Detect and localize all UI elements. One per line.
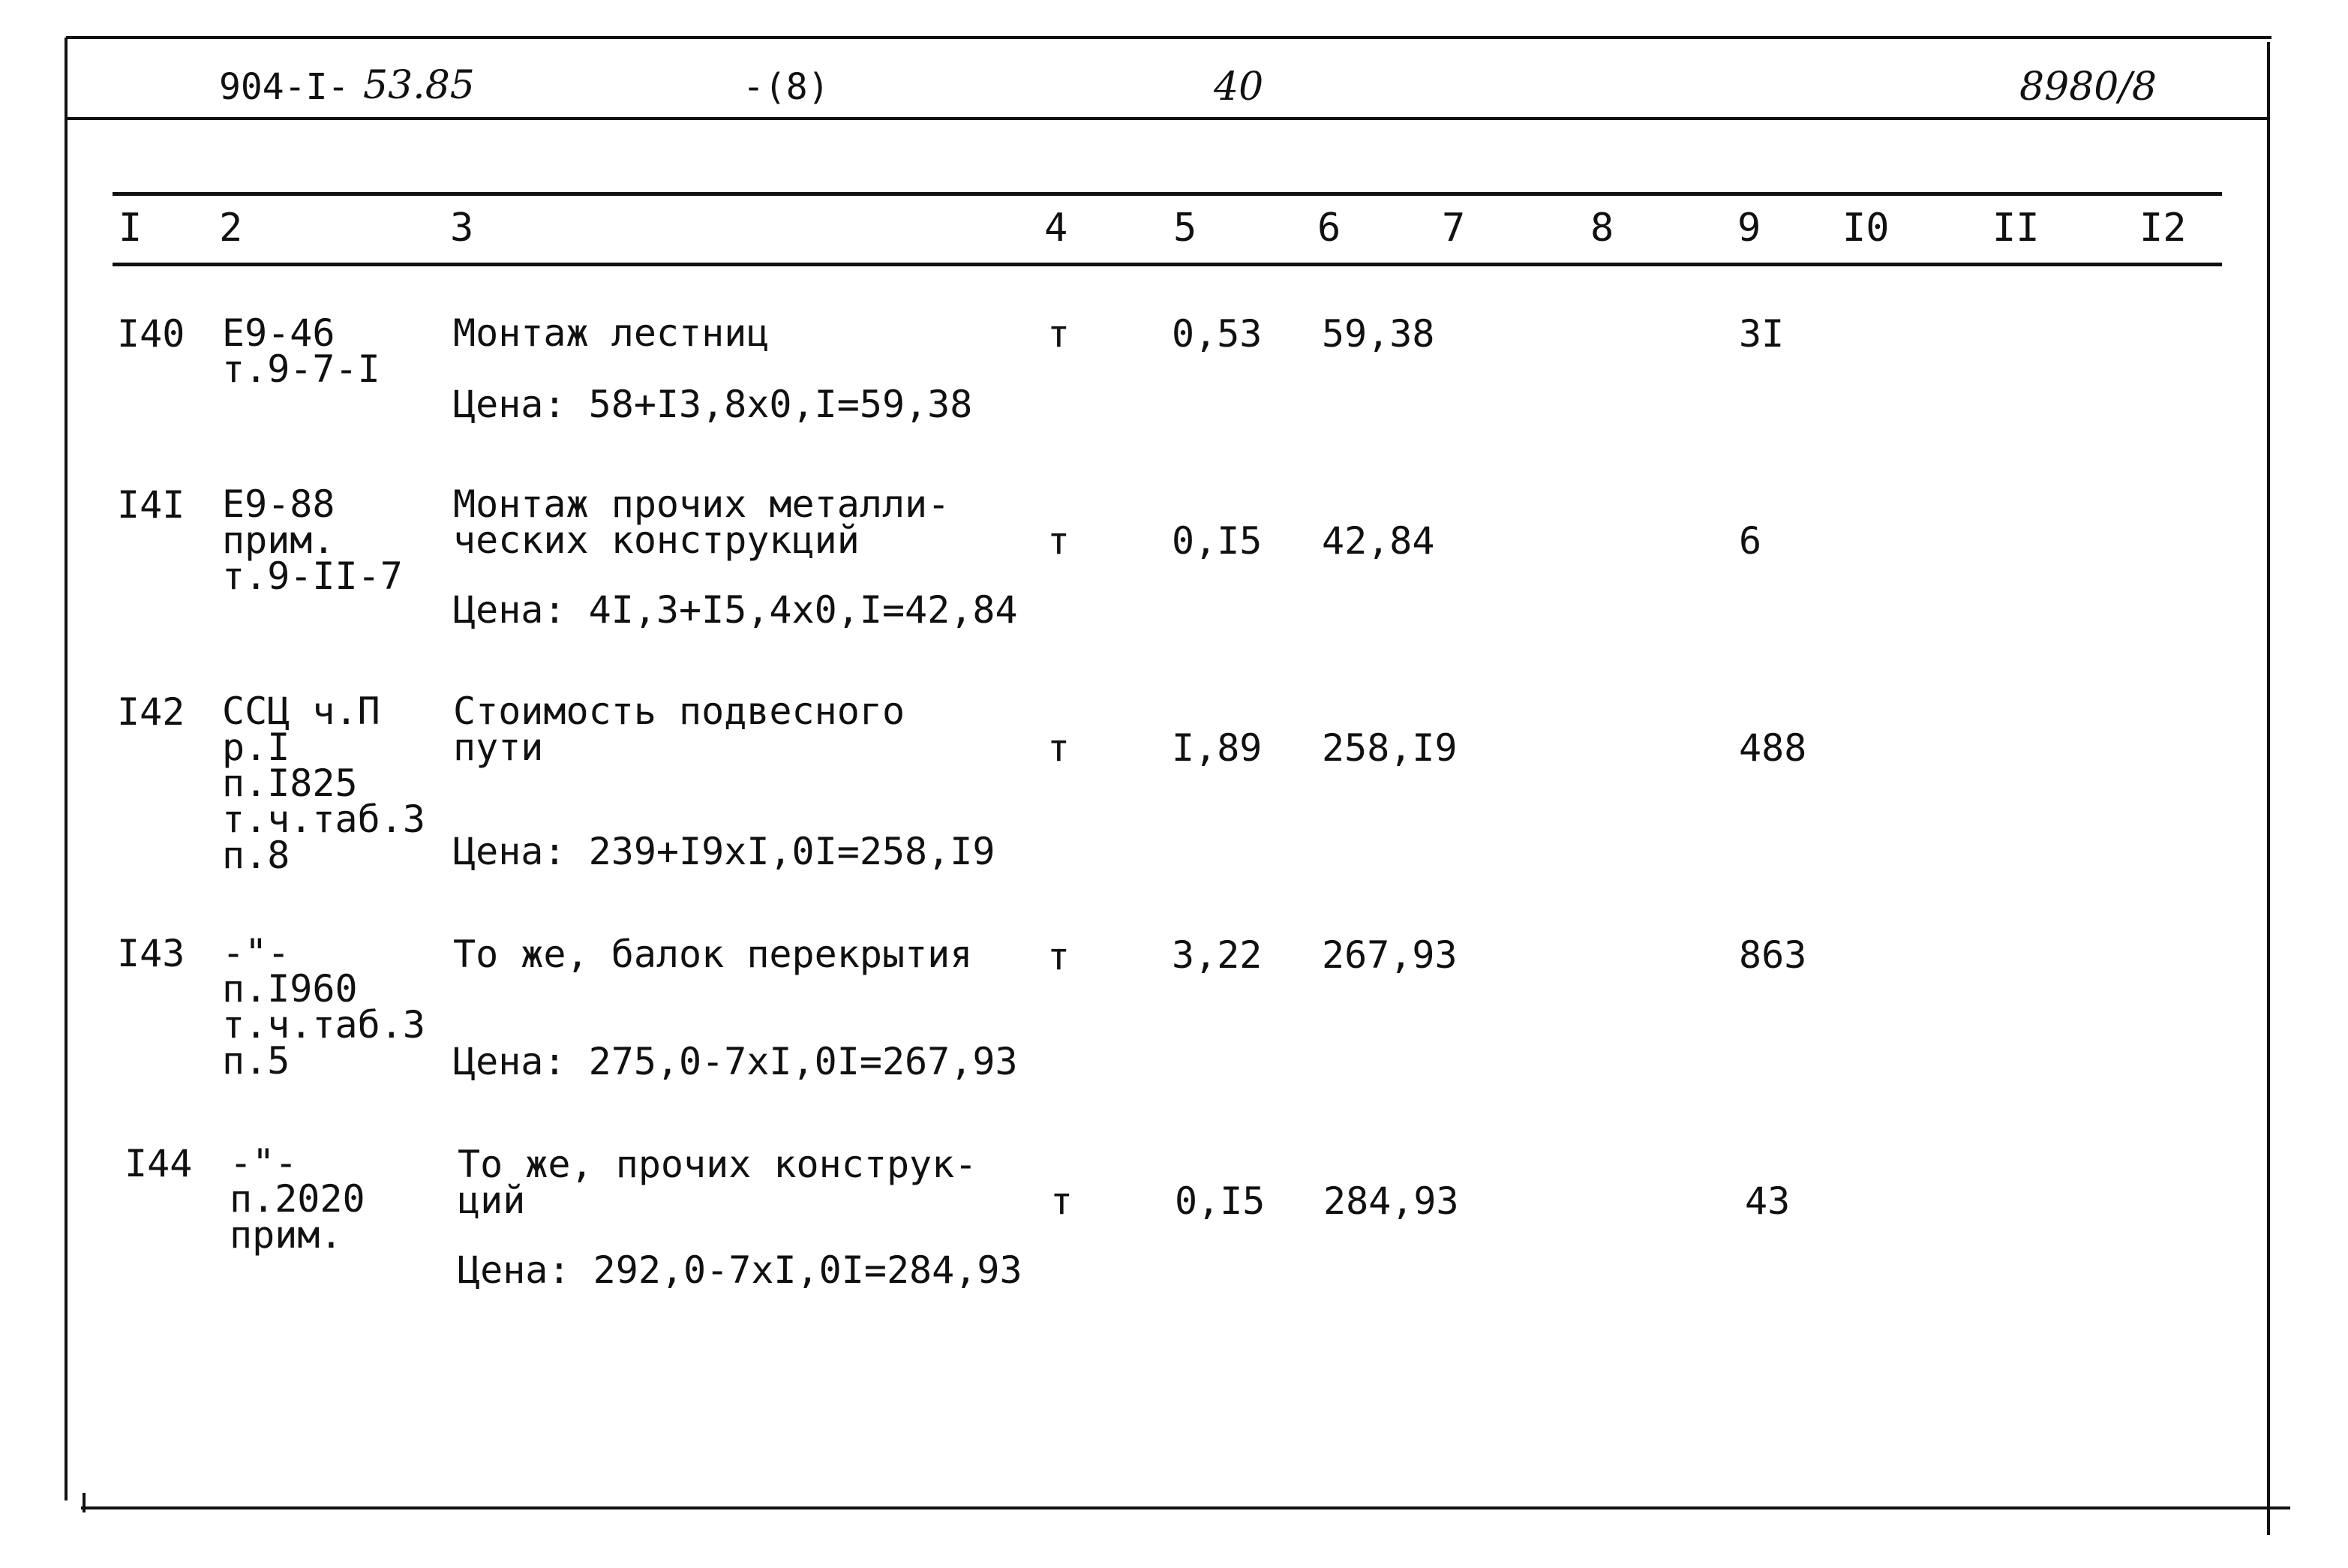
row-name: Монтаж лестниц xyxy=(453,311,770,355)
row-price: Цена: 275,0-7хI,0I=267,93 xyxy=(453,1040,1018,1083)
row-price: Цена: 58+I3,8х0,I=59,38 xyxy=(453,383,973,426)
table-header-bottom-line xyxy=(113,263,2222,266)
row-code: -"- п.2020 прим. xyxy=(230,1141,365,1257)
row-quantity: 3,22 xyxy=(1172,933,1263,977)
column-header-2: 2 xyxy=(219,206,243,251)
row-unit: т xyxy=(1050,1179,1073,1223)
row-code: E9-88 прим. т.9-II-7 xyxy=(222,482,403,598)
row-name: То же, балок перекрытия xyxy=(453,933,973,976)
column-header-12: I2 xyxy=(2139,206,2187,251)
series-prefix: 904-I- xyxy=(219,66,350,108)
row-price: Цена: 4I,3+I5,4х0,I=42,84 xyxy=(453,588,1018,632)
row-unit: т xyxy=(1047,519,1070,563)
row-quantity: 0,53 xyxy=(1172,312,1263,356)
row-name: Монтаж прочих металли- ческих конструкций xyxy=(453,482,950,562)
row-unit-price: 59,38 xyxy=(1322,312,1435,356)
table-top-line xyxy=(113,192,2222,196)
row-number: I43 xyxy=(117,932,185,975)
row-unit-price: 42,84 xyxy=(1322,519,1435,563)
column-header-3: 3 xyxy=(450,206,474,251)
row-unit-price: 284,93 xyxy=(1323,1179,1459,1223)
row-unit: т xyxy=(1047,312,1070,356)
column-header-5: 5 xyxy=(1173,206,1197,251)
row-total: 3I xyxy=(1739,312,1785,356)
column-header-6: 6 xyxy=(1317,206,1341,251)
row-quantity: I,89 xyxy=(1172,726,1263,770)
row-price: Цена: 239+I9хI,0I=258,I9 xyxy=(453,830,995,873)
row-total: 43 xyxy=(1745,1179,1791,1223)
row-number: I44 xyxy=(125,1142,193,1185)
column-header-9: 9 xyxy=(1737,206,1761,251)
row-name: Стоимость подвесного пути xyxy=(453,689,905,769)
column-header-1: I xyxy=(119,206,143,251)
row-price: Цена: 292,0-7хI,0I=284,93 xyxy=(458,1248,1022,1292)
inventory-number: 8980/8 xyxy=(2019,65,2157,110)
column-header-10: I0 xyxy=(1842,206,1890,251)
part-label: -(8) xyxy=(743,66,830,108)
column-header-11: II xyxy=(1992,206,2040,251)
frame-left-line xyxy=(65,38,68,1500)
row-code: E9-46 т.9-7-I xyxy=(222,311,380,391)
row-number: I4I xyxy=(117,483,185,527)
row-number: I42 xyxy=(117,690,185,734)
header-divider-line xyxy=(66,117,2268,120)
row-code: -"- п.I960 т.ч.таб.3 п.5 xyxy=(222,931,425,1083)
column-header-4: 4 xyxy=(1044,206,1068,251)
row-code: ССЦ ч.П р.I п.I825 т.ч.таб.3 п.8 xyxy=(222,689,425,877)
row-unit: т xyxy=(1047,935,1070,978)
column-header-7: 7 xyxy=(1442,206,1466,251)
frame-bottom-line xyxy=(81,1506,2290,1509)
series-number: 53.85 xyxy=(363,63,475,108)
row-name: То же, прочих конструк- ций xyxy=(458,1143,977,1222)
row-total: 863 xyxy=(1739,933,1807,977)
row-total: 6 xyxy=(1739,519,1762,563)
row-unit: т xyxy=(1047,726,1070,770)
row-quantity: 0,I5 xyxy=(1172,519,1263,563)
frame-top-line xyxy=(66,36,2271,39)
row-total: 488 xyxy=(1739,726,1807,770)
frame-left-line-lower xyxy=(83,1493,86,1512)
row-quantity: 0,I5 xyxy=(1175,1179,1266,1223)
column-header-8: 8 xyxy=(1590,206,1614,251)
row-unit-price: 258,I9 xyxy=(1322,726,1458,770)
frame-right-line xyxy=(2267,42,2270,1535)
row-number: I40 xyxy=(117,312,185,356)
page-number: 40 xyxy=(1214,65,1264,110)
row-unit-price: 267,93 xyxy=(1322,933,1458,977)
